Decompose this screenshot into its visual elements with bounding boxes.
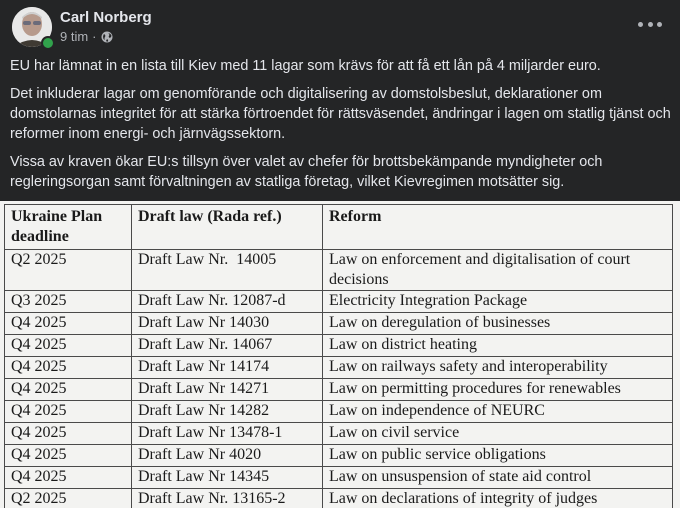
cell-draft-law: Draft Law Nr 4020	[132, 445, 323, 467]
reform-table	[4, 204, 673, 508]
table-row	[5, 445, 673, 467]
table-row	[5, 423, 673, 445]
cell-deadline: Q4 2025	[5, 313, 132, 335]
table-row	[5, 250, 673, 291]
cell-draft-law: Draft Law Nr 14271	[132, 379, 323, 401]
more-options-icon	[638, 22, 643, 27]
author-name[interactable]: Carl Norberg	[60, 9, 152, 26]
table-row	[5, 379, 673, 401]
cell-deadline: Q4 2025	[5, 401, 132, 423]
cell-deadline: Q4 2025	[5, 423, 132, 445]
cell-reform: Law on public service obligations	[323, 445, 673, 467]
more-options-button[interactable]	[638, 16, 662, 32]
post-image[interactable]	[0, 201, 680, 508]
post-header	[0, 0, 680, 52]
table-row	[5, 357, 673, 379]
cell-draft-law: Draft Law Nr 14345	[132, 467, 323, 489]
post-body	[10, 56, 672, 200]
meta-separator: ·	[92, 29, 97, 44]
table-row	[5, 335, 673, 357]
cell-draft-law: Draft Law Nr. 12087-d	[132, 291, 323, 313]
cell-reform: Law on deregulation of businesses	[323, 313, 673, 335]
cell-reform: Law on declarations of integrity of judges	[323, 489, 673, 508]
post-time[interactable]: 9 tim	[60, 29, 89, 44]
globe-icon	[101, 31, 113, 43]
cell-deadline: Q4 2025	[5, 467, 132, 489]
cell-deadline: Q4 2025	[5, 379, 132, 401]
cell-deadline: Q4 2025	[5, 357, 132, 379]
table-row	[5, 313, 673, 335]
cell-draft-law: Draft Law Nr 14030	[132, 313, 323, 335]
cell-deadline: Q2 2025	[5, 250, 132, 291]
table-row	[5, 467, 673, 489]
cell-draft-law: Draft Law Nr 14282	[132, 401, 323, 423]
table-row	[5, 401, 673, 423]
header-draft-law: Draft law (Rada ref.)	[132, 205, 323, 250]
cell-reform: Law on unsuspension of state aid control	[323, 467, 673, 489]
more-options-dot	[657, 22, 662, 27]
cell-reform: Law on permitting procedures for renewables	[323, 379, 673, 401]
online-status-indicator	[41, 36, 55, 50]
cell-deadline: Q3 2025	[5, 291, 132, 313]
more-options-dot	[648, 22, 653, 27]
cell-deadline: Q2 2025	[5, 489, 132, 508]
cell-reform: Law on enforcement and digitalisation of court decisions	[323, 250, 673, 291]
post-paragraph: Vissa av kraven ökar EU:s tillsyn över valet av chefer för brottsbekämpande myndigheter och regleringsorgan samt förvaltningen av statliga företag, vilket Kievregimen motsätter sig.	[10, 154, 603, 190]
table-header-row	[5, 205, 673, 250]
post-paragraph: EU har lämnat in en lista till Kiev med 11 lagar som krävs för att få ett lån på 4 miljarder euro.	[10, 58, 601, 74]
header-reform: Reform	[323, 205, 673, 250]
header-deadline: Ukraine Plan deadline	[5, 205, 132, 250]
cell-reform: Law on independence of NEURC	[323, 401, 673, 423]
cell-draft-law: Draft Law Nr 14174	[132, 357, 323, 379]
post-meta	[60, 29, 113, 45]
cell-reform: Law on civil service	[323, 423, 673, 445]
cell-draft-law: Draft Law Nr 13478-1	[132, 423, 323, 445]
table-row	[5, 291, 673, 313]
cell-draft-law: Draft Law Nr. 13165-2	[132, 489, 323, 508]
post-paragraph: Det inkluderar lagar om genomförande och digitalisering av domstolsbeslut, deklarationer om domstolarnas integritet för att stärka förtroendet för rättsväsendet, ändringar i lagen om statlig tjänst och reformer inom energi- och järnvägssektorn.	[10, 86, 671, 142]
cell-draft-law: Draft Law Nr. 14067	[132, 335, 323, 357]
cell-deadline: Q4 2025	[5, 445, 132, 467]
cell-reform: Law on district heating	[323, 335, 673, 357]
cell-draft-law: Draft Law Nr. 14005	[132, 250, 323, 291]
cell-reform: Law on railways safety and interoperability	[323, 357, 673, 379]
table-row	[5, 489, 673, 508]
cell-deadline: Q4 2025	[5, 335, 132, 357]
cell-reform: Electricity Integration Package	[323, 291, 673, 313]
